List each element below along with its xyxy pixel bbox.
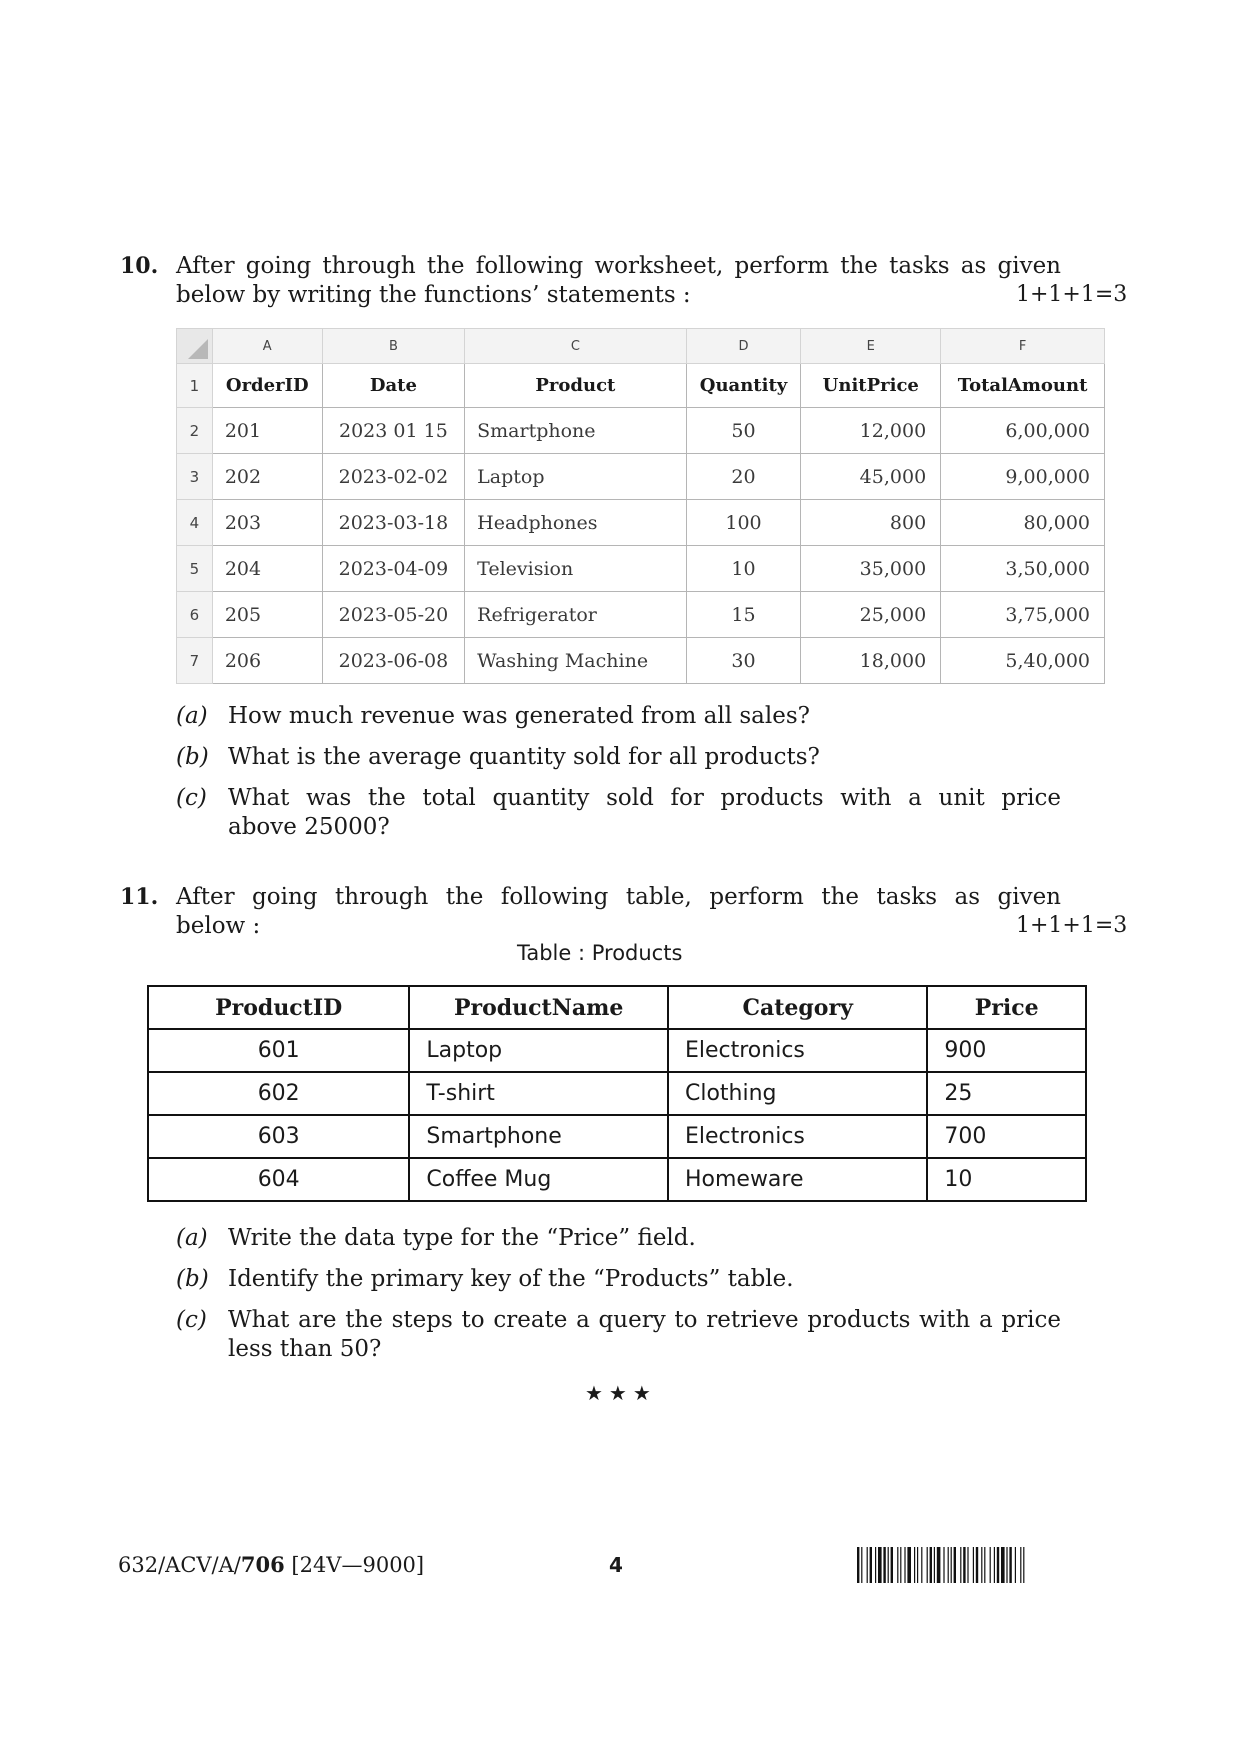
part-text: Write the data type for the “Price” field. <box>228 1225 696 1251</box>
column-letter: F <box>941 329 1105 364</box>
cell-totalamount: 80,000 <box>941 500 1105 546</box>
cell-date: 2023-05-20 <box>322 592 464 638</box>
cell-unitprice: 18,000 <box>801 638 941 684</box>
header-totalamount: TotalAmount <box>941 364 1105 408</box>
end-stars: ★★★ <box>585 1381 657 1405</box>
cell-productname: Smartphone <box>409 1115 668 1158</box>
cell-category: Electronics <box>668 1029 927 1072</box>
cell-date: 2023-02-02 <box>322 454 464 500</box>
cell-totalamount: 9,00,000 <box>941 454 1105 500</box>
cell-product: Refrigerator <box>465 592 686 638</box>
header-category: Category <box>668 986 927 1029</box>
column-letter: E <box>801 329 941 364</box>
cell-productid: 602 <box>148 1072 409 1115</box>
header-quantity: Quantity <box>686 364 801 408</box>
table-row <box>148 1115 1086 1158</box>
cell-totalamount: 3,75,000 <box>941 592 1105 638</box>
question-11-part-c-line2: less than 50? <box>228 1336 382 1362</box>
cell-price: 700 <box>927 1115 1086 1158</box>
question-11-part-c-label <box>176 1306 228 1335</box>
row-number: 4 <box>177 500 213 546</box>
table-row <box>177 454 1105 500</box>
cell-orderid: 201 <box>212 408 322 454</box>
question-10-part-c-line2: above 25000? <box>228 814 390 840</box>
cell-unitprice: 800 <box>801 500 941 546</box>
part-label: (c) <box>176 785 207 811</box>
question-10-marks: 1+1+1=3 <box>1016 282 1128 307</box>
cell-productid: 601 <box>148 1029 409 1072</box>
question-11-number: 11. <box>120 884 159 910</box>
cell-totalamount: 6,00,000 <box>941 408 1105 454</box>
cell-quantity: 15 <box>686 592 801 638</box>
table-row <box>177 500 1105 546</box>
page-number: 4 <box>609 1553 623 1577</box>
cell-product: Headphones <box>465 500 686 546</box>
cell-orderid: 202 <box>212 454 322 500</box>
table-row <box>177 638 1105 684</box>
paper-code-bold: 706 <box>240 1552 285 1577</box>
cell-orderid: 205 <box>212 592 322 638</box>
cell-date: 2023-06-08 <box>322 638 464 684</box>
sheet-corner <box>177 329 213 364</box>
question-10-number: 10. <box>120 253 159 279</box>
cell-totalamount: 5,40,000 <box>941 638 1105 684</box>
question-10-line1: After going through the following worksheet, perform the tasks as given <box>176 253 1061 279</box>
part-text: How much revenue was generated from all sales? <box>228 703 810 729</box>
row-number: 7 <box>177 638 213 684</box>
cell-productname: Laptop <box>409 1029 668 1072</box>
question-10-part-a <box>176 702 810 731</box>
table-caption: Table : Products <box>517 941 683 965</box>
header-price: Price <box>927 986 1086 1029</box>
part-label: (b) <box>176 1266 209 1292</box>
cell-quantity: 50 <box>686 408 801 454</box>
cell-product: Laptop <box>465 454 686 500</box>
cell-category: Clothing <box>668 1072 927 1115</box>
cell-date: 2023-04-09 <box>322 546 464 592</box>
row-number: 3 <box>177 454 213 500</box>
header-date: Date <box>322 364 464 408</box>
header-productid: ProductID <box>148 986 409 1029</box>
question-10-line2: below by writing the functions’ statements : <box>176 282 691 308</box>
column-letter: C <box>465 329 686 364</box>
cell-unitprice: 25,000 <box>801 592 941 638</box>
table-row <box>177 546 1105 592</box>
part-text: Identify the primary key of the “Products” table. <box>228 1266 794 1292</box>
worksheet <box>176 328 1105 684</box>
table-row <box>148 1029 1086 1072</box>
cell-price: 10 <box>927 1158 1086 1201</box>
cell-orderid: 206 <box>212 638 322 684</box>
cell-orderid: 203 <box>212 500 322 546</box>
column-letter: A <box>212 329 322 364</box>
cell-date: 2023-03-18 <box>322 500 464 546</box>
cell-category: Homeware <box>668 1158 927 1201</box>
part-label: (c) <box>176 1307 207 1333</box>
question-10-part-c-label <box>176 784 228 813</box>
paper-code-suffix: [24V—9000] <box>284 1553 425 1577</box>
cell-product: Washing Machine <box>465 638 686 684</box>
cell-price: 900 <box>927 1029 1086 1072</box>
part-label: (a) <box>176 703 208 729</box>
paper-code-prefix: 632/ACV/A/ <box>118 1553 241 1577</box>
cell-product: Television <box>465 546 686 592</box>
header-product: Product <box>465 364 686 408</box>
cell-orderid: 204 <box>212 546 322 592</box>
question-11-line1: After going through the following table, perform the tasks as given <box>176 884 1061 910</box>
part-text: What is the average quantity sold for all products? <box>228 744 820 770</box>
cell-quantity: 10 <box>686 546 801 592</box>
question-11-part-b <box>176 1265 794 1294</box>
row-number: 2 <box>177 408 213 454</box>
table-row <box>148 1158 1086 1201</box>
cell-unitprice: 35,000 <box>801 546 941 592</box>
cell-productid: 604 <box>148 1158 409 1201</box>
cell-productname: T-shirt <box>409 1072 668 1115</box>
question-11-marks: 1+1+1=3 <box>1016 913 1128 938</box>
table-row <box>177 592 1105 638</box>
table-row <box>148 1072 1086 1115</box>
part-label: (a) <box>176 1225 208 1251</box>
products-table <box>147 985 1087 1202</box>
cell-unitprice: 45,000 <box>801 454 941 500</box>
cell-totalamount: 3,50,000 <box>941 546 1105 592</box>
question-11-line2: below : <box>176 913 261 939</box>
cell-productname: Coffee Mug <box>409 1158 668 1201</box>
row-number: 6 <box>177 592 213 638</box>
header-orderid: OrderID <box>212 364 322 408</box>
column-letter: D <box>686 329 801 364</box>
cell-quantity: 30 <box>686 638 801 684</box>
question-11-part-a <box>176 1224 696 1253</box>
cell-quantity: 100 <box>686 500 801 546</box>
question-10-part-b <box>176 743 820 772</box>
row-number: 5 <box>177 546 213 592</box>
column-letter: B <box>322 329 464 364</box>
row-number: 1 <box>177 364 213 408</box>
table-row <box>177 408 1105 454</box>
question-11-part-c-line1: What are the steps to create a query to retrieve products with a price <box>228 1307 1061 1333</box>
cell-product: Smartphone <box>465 408 686 454</box>
cell-productid: 603 <box>148 1115 409 1158</box>
cell-unitprice: 12,000 <box>801 408 941 454</box>
paper-code <box>118 1552 424 1577</box>
cell-category: Electronics <box>668 1115 927 1158</box>
select-all-icon <box>188 339 208 359</box>
barcode-icon <box>857 1547 1117 1583</box>
part-label: (b) <box>176 744 209 770</box>
header-productname: ProductName <box>409 986 668 1029</box>
header-unitprice: UnitPrice <box>801 364 941 408</box>
cell-date: 2023 01 15 <box>322 408 464 454</box>
cell-price: 25 <box>927 1072 1086 1115</box>
question-10-part-c-line1: What was the total quantity sold for products with a unit price <box>228 785 1061 811</box>
cell-quantity: 20 <box>686 454 801 500</box>
